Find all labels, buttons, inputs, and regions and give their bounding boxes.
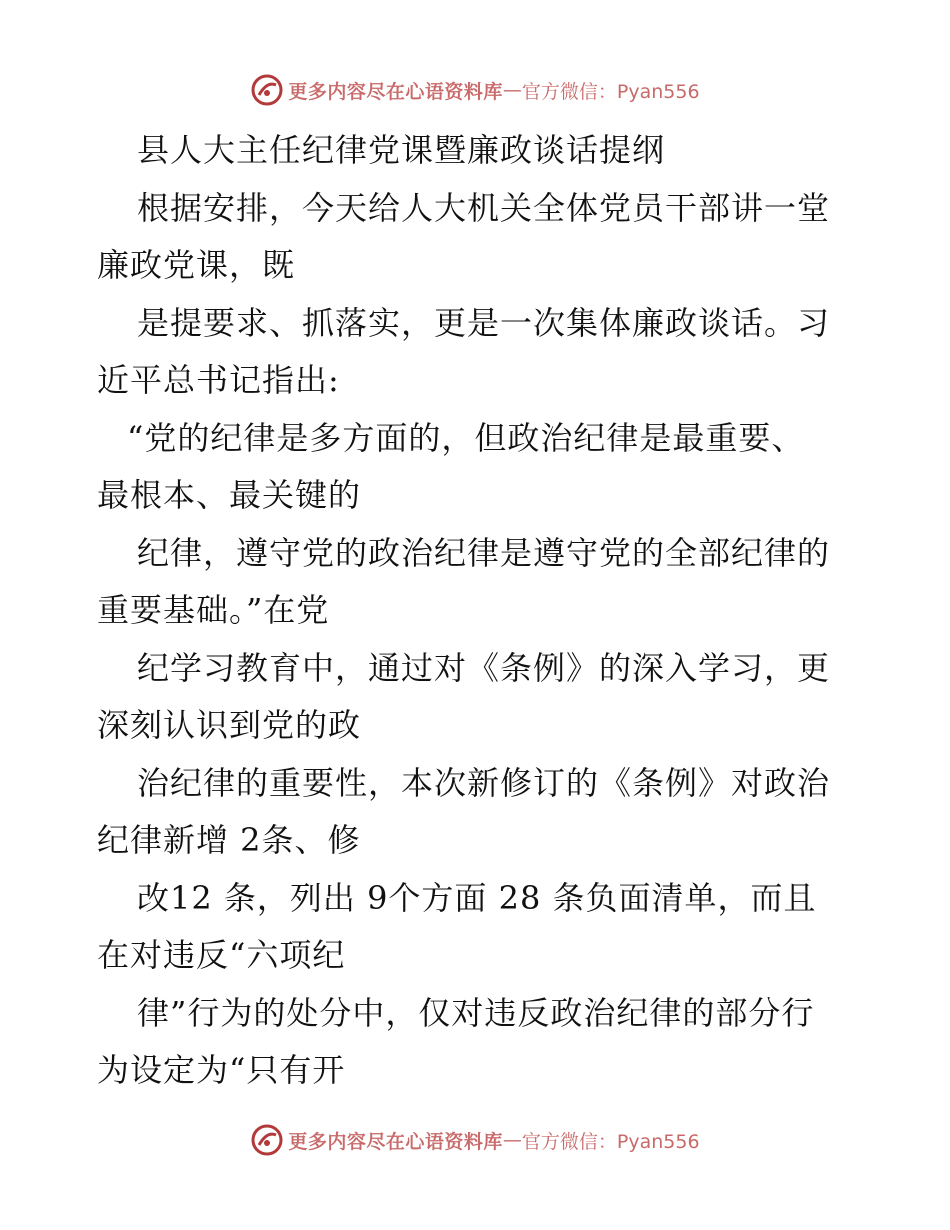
header-site-text: 更多内容尽在心语资料库 [288, 80, 503, 103]
footer-watermark-banner [0, 1120, 950, 1160]
paragraph-line: 律”行为的处分中，仅对违反政治纪律的部分行 [137, 993, 815, 1032]
paragraph-line: 最根本、最关键的 [97, 476, 362, 514]
paragraph-line: 重要基础。”在党 [97, 591, 330, 629]
paragraph-line: 是提要求、抓落实，更是一次集体廉政谈话。习 [137, 303, 831, 342]
document-body [97, 122, 857, 1100]
footer-site-text: 更多内容尽在心语资料库 [288, 1130, 503, 1153]
paragraph-line: 改12 条，列出 9个方面 28 条负面清单，而且 [137, 878, 817, 917]
brand-logo-icon [250, 73, 284, 107]
paragraph-line: 纪学习教育中，通过对《条例》的深入学习，更 [137, 648, 831, 687]
footer-separator: — [502, 1129, 522, 1151]
paragraph-line: 治纪律的重要性，本次新修订的《条例》对政治 [137, 763, 831, 802]
paragraph-line: 纪律，遵守党的政治纪律是遵守党的全部纪律的 [137, 533, 831, 572]
paragraph-line: 为设定为“只有开 [97, 1051, 346, 1089]
paragraph-line: 纪律新增 2条、修 [97, 821, 361, 859]
document-title: 县人大主任纪律党课暨廉政谈话提纲 [137, 131, 666, 169]
paragraph-line: 根据安排，今天给人大机关全体党员干部讲一堂 [137, 188, 831, 227]
paragraph-line: “党的纪律是多方面的，但政治纪律是最重要、 [127, 418, 805, 457]
paragraph-line: 深刻认识到党的政 [97, 706, 362, 744]
header-watermark-banner [0, 70, 950, 110]
brand-logo-icon [250, 1123, 284, 1157]
paragraph-line: 近平总书记指出: [97, 361, 340, 399]
paragraph-line: 廉政党课，既 [97, 246, 296, 284]
footer-contact-text: 官方微信：Pyan556 [521, 1130, 700, 1153]
header-separator: — [502, 79, 522, 101]
header-contact-text: 官方微信：Pyan556 [521, 80, 700, 103]
paragraph-line: 在对违反“六项纪 [97, 936, 346, 974]
